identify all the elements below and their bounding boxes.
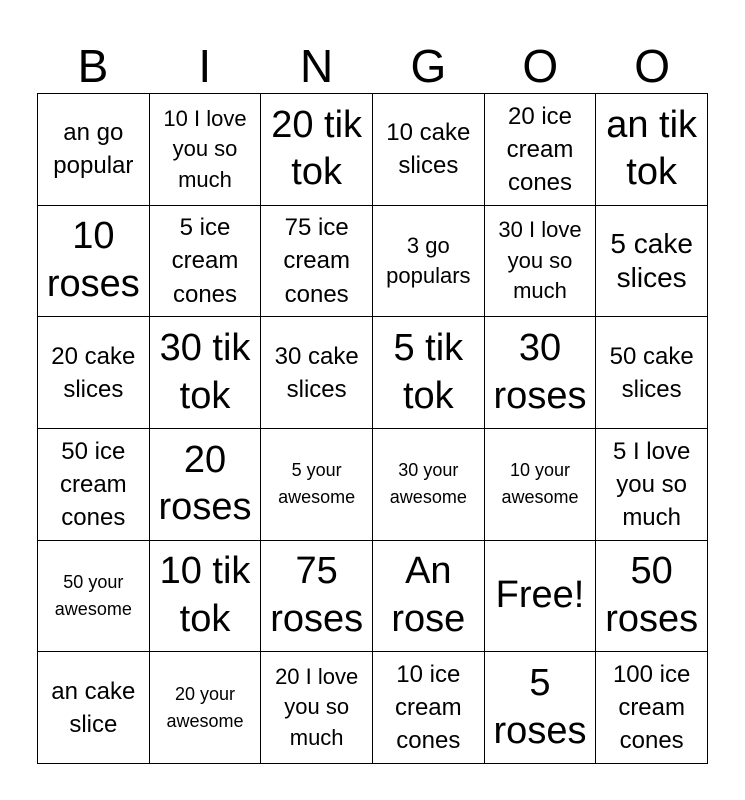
header-letter-g: G	[410, 40, 447, 92]
bingo-cell[interactable]	[485, 652, 597, 764]
bingo-board	[37, 93, 708, 764]
bingo-cell[interactable]	[596, 317, 708, 429]
bingo-cell[interactable]	[596, 94, 708, 206]
cell-text: 75 ice cream cones	[283, 214, 350, 308]
cell-text: 30 cake slices	[274, 342, 359, 403]
bingo-header	[37, 38, 708, 94]
bingo-cell[interactable]	[261, 206, 373, 318]
bingo-cell[interactable]	[596, 541, 708, 653]
bingo-cell[interactable]	[596, 429, 708, 541]
bingo-cell[interactable]	[150, 541, 262, 653]
cell-text: 50 ice cream cones	[59, 437, 127, 531]
cell-text: 5 your awesome	[278, 460, 356, 508]
bingo-cell[interactable]	[261, 652, 373, 764]
bingo-cell[interactable]	[150, 652, 262, 764]
cell-text: An rose	[391, 550, 466, 640]
header-letter-b: B	[77, 40, 109, 92]
cell-text: 20 roses	[158, 438, 252, 529]
bingo-cell[interactable]	[485, 317, 597, 429]
bingo-cell[interactable]	[38, 206, 150, 318]
bingo-cell[interactable]	[38, 652, 150, 764]
bingo-cell[interactable]	[485, 206, 597, 318]
cell-text: 20 tik tok	[271, 103, 363, 194]
bingo-cell[interactable]	[485, 94, 597, 206]
bingo-cell[interactable]	[38, 317, 150, 429]
cell-text: 10 ice cream cones	[394, 660, 462, 755]
cell-text: 50 cake slices	[609, 342, 694, 403]
cell-text: 10 roses	[46, 215, 140, 305]
cell-text: 5 roses	[493, 662, 587, 752]
bingo-cell[interactable]	[261, 94, 373, 206]
cell-text: 50 roses	[605, 550, 699, 640]
header-letter-n: N	[299, 40, 334, 92]
cell-text: 20 cake slices	[51, 342, 136, 403]
bingo-cell[interactable]	[38, 541, 150, 653]
cell-text: 5 tik tok	[393, 327, 464, 417]
cell-text: an cake slice	[51, 677, 136, 738]
bingo-cell[interactable]	[373, 206, 485, 318]
cell-text: 50 your awesome	[54, 571, 132, 619]
bingo-cell[interactable]	[373, 429, 485, 541]
bingo-cell[interactable]	[261, 429, 373, 541]
cell-text: an tik tok	[606, 103, 698, 194]
bingo-cell[interactable]	[596, 652, 708, 764]
bingo-cell[interactable]	[373, 94, 485, 206]
bingo-cell[interactable]	[485, 429, 597, 541]
header-letter-i: I	[198, 40, 212, 92]
bingo-cell[interactable]	[38, 429, 150, 541]
bingo-cell[interactable]	[38, 94, 150, 206]
bingo-cell[interactable]	[150, 429, 262, 541]
header-letter-o-2: O	[634, 40, 670, 92]
cell-text: 30 roses	[493, 327, 587, 417]
cell-text: 3 go populars	[386, 232, 471, 288]
cell-text: 30 tik tok	[159, 327, 251, 417]
cell-text: 30 your awesome	[389, 460, 467, 508]
bingo-cell[interactable]	[261, 541, 373, 653]
cell-text: 20 ice cream cones	[506, 102, 574, 196]
bingo-cell[interactable]	[150, 317, 262, 429]
bingo-cell[interactable]	[373, 541, 485, 653]
cell-text: 10 tik tok	[159, 550, 251, 640]
bingo-cell[interactable]	[150, 94, 262, 206]
cell-text: 10 your awesome	[501, 460, 579, 508]
cell-text: 5 I love you so much	[612, 437, 691, 531]
bingo-cell[interactable]	[150, 206, 262, 318]
bingo-cell[interactable]	[373, 652, 485, 764]
cell-text: 10 cake slices	[386, 119, 471, 180]
cell-text: 5 cake slices	[610, 227, 693, 293]
bingo-cell[interactable]	[596, 206, 708, 318]
cell-text: an go popular	[53, 119, 134, 180]
header-letter-o: O	[522, 40, 559, 92]
free-space-cell[interactable]	[485, 541, 597, 653]
cell-text: 30 I love you so much	[498, 217, 582, 304]
bingo-cell[interactable]	[373, 317, 485, 429]
cell-text: 20 your awesome	[166, 683, 244, 731]
cell-text: 20 I love you so much	[275, 664, 359, 750]
cell-text: 10 I love you so much	[163, 105, 247, 192]
cell-text: Free!	[495, 574, 585, 617]
cell-text: 5 ice cream cones	[171, 214, 239, 308]
cell-text: 75 roses	[270, 550, 364, 640]
bingo-cell[interactable]	[261, 317, 373, 429]
cell-text: 100 ice cream cones	[612, 660, 691, 755]
